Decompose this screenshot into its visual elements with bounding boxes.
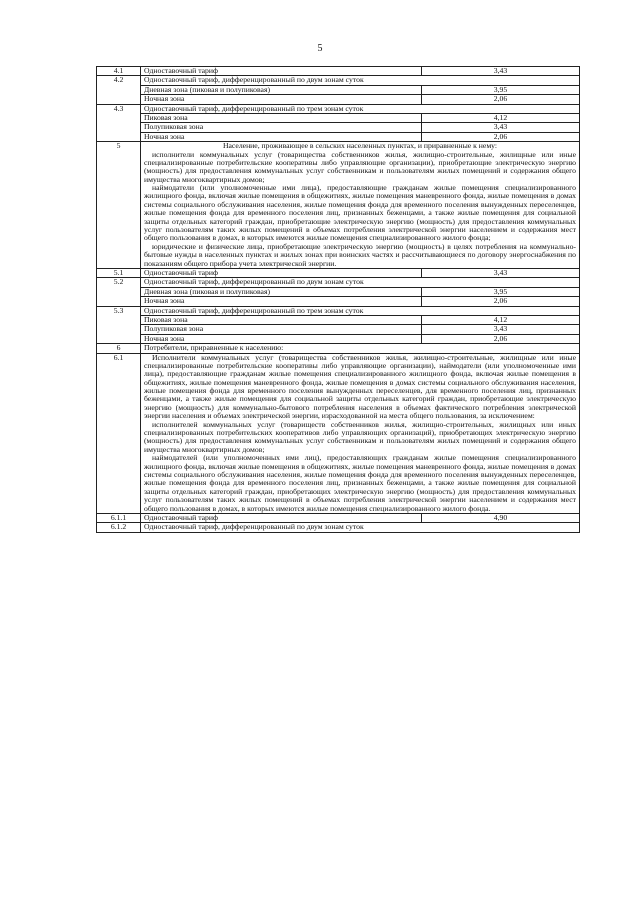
tariff-value: 3,43 xyxy=(422,67,580,76)
zone-value: 4,12 xyxy=(422,315,580,324)
row-number: 4.2 xyxy=(97,76,141,104)
zone-value: 3,95 xyxy=(422,85,580,94)
tariff-value: 3,43 xyxy=(422,268,580,277)
table-row xyxy=(97,142,580,269)
paragraph: наймодателей (или уполномоченных ими лиц), предоставляющих гражданам жилые помещения специализированного жилищного фонда, включая жилые помещения в общежитиях, жилые помещения маневренного фонда, жилые помещения в домах системы социального обслуживания населения, жилые помещения фонда для временного поселения вынужденных переселенцев, жилые помещения фонда для временного поселения лиц, признанных беженцами, а также жилые помещения для социальной защиты отдельных категорий граждан, приобретающих электрическую энергию (мощность) для предоставления коммунальных услуг пользователям таких жилых помещений в объемах потребления электрической энергии населением и содержания мест общего пользования в домах, в которых имеются жилые помещения специализированного жилого фонда. xyxy=(144,453,576,513)
row-number: 6 xyxy=(97,344,141,353)
zone-value: 4,12 xyxy=(422,113,580,122)
zone-label: Ночная зона xyxy=(141,297,422,306)
zone-label: Пиковая зона xyxy=(141,113,422,122)
row-number: 4.3 xyxy=(97,104,141,142)
zone-value: 2,06 xyxy=(422,95,580,104)
zone-value: 3,43 xyxy=(422,325,580,334)
paragraph: исполнителей коммунальных услуг (товариществ собственников жилья, жилищно-строительных, жилищных или иных специализированных потребительских кооперативов либо управляющих организаций), приобретающих электрическую энергию (мощность) для предоставления коммунальных услуг собственникам и пользователям жилых помещений и содержания общего имущества многоквартирных домов; xyxy=(144,419,576,454)
zone-label: Ночная зона xyxy=(141,95,422,104)
row-number: 6.1.2 xyxy=(97,523,141,532)
tariff-group-header: Одноставочный тариф, дифференцированный по двум зонам суток xyxy=(141,278,580,287)
paragraph: Население, проживающее в сельских населенных пунктах, и приравненные к нему: xyxy=(222,141,498,151)
tariff-label: Одноставочный тариф xyxy=(141,67,422,76)
zone-label: Полупиковая зона xyxy=(141,123,422,132)
table-row xyxy=(97,95,580,104)
zone-label: Дневная зона (пиковая и полупиковая) xyxy=(141,287,422,296)
tariff-group-header: Одноставочный тариф, дифференцированный по двум зонам суток xyxy=(141,523,580,532)
table-row xyxy=(97,523,580,532)
tariff-group-header: Одноставочный тариф, дифференцированный по трем зонам суток xyxy=(141,104,580,113)
zone-value: 2,06 xyxy=(422,297,580,306)
zone-value: 2,06 xyxy=(422,334,580,343)
table-row xyxy=(97,297,580,306)
page-number: 5 xyxy=(317,43,323,54)
zone-value: 3,43 xyxy=(422,123,580,132)
row-number: 6.1 xyxy=(97,353,141,513)
paragraph: юридические и физические лица, приобретающие электрическую энергию (мощность) в целях потребления на коммунально-бытовые нужды в населенных пунктах и жилых зонах при воинских частях и рассчитывающиеся по договору энергоснабжения по показаниям общего прибора учета электрической энергии. xyxy=(144,241,576,268)
tariff-label: Одноставочный тариф xyxy=(141,268,422,277)
row-number: 5.3 xyxy=(97,306,141,344)
paragraph: исполнители коммунальных услуг (товарищества собственников жилья, жилищно-строительные, жилищные или иные специализированные потребительские кооперативы либо управляющие организации), приобретающие электрическую энергию (мощность) для предоставления коммунальных услуг собственникам и пользователям жилых помещений и содержания общего имущества многоквартирных домов; xyxy=(144,149,576,184)
consumer-category-header: Потребители, приравненные к населению: xyxy=(141,344,580,353)
tariff-table xyxy=(96,66,580,533)
table-row xyxy=(97,278,580,287)
zone-label: Дневная зона (пиковая и полупиковая) xyxy=(141,85,422,94)
table-row xyxy=(97,123,580,132)
row-number: 6.1.1 xyxy=(97,513,141,522)
zone-label: Полупиковая зона xyxy=(141,325,422,334)
table-row xyxy=(97,76,580,85)
paragraph: наймодатели (или уполномоченные ими лица), предоставляющие гражданам жилые помещения специализированного жилищного фонда, включая жилые помещения в общежитиях, жилые помещения маневренного фонда, жилые помещения в домах системы социального обслуживания населения, жилые помещения фонда для временного поселения вынужденных переселенцев, жилые помещения фонда для временного поселения лиц, признанных беженцами, а также жилые помещения для социальной защиты отдельных категорий граждан, приобретающие электрическую энергию (мощность) для предоставления коммунальных услуг пользователям таких жилых помещений в объемах потребления электрической энергии населением и содержания мест общего пользования в домах, в которых имеются жилые помещения специализированного жилого фонда; xyxy=(144,183,576,243)
row-number: 4.1 xyxy=(97,67,141,76)
tariff-value: 4,90 xyxy=(422,513,580,522)
table-row xyxy=(97,325,580,334)
tariff-label: Одноставочный тариф xyxy=(141,513,422,522)
row-number: 5.1 xyxy=(97,268,141,277)
zone-value: 2,06 xyxy=(422,132,580,141)
row-number: 5 xyxy=(97,142,141,269)
consumer-category-description xyxy=(141,142,580,269)
paragraph: Исполнители коммунальных услуг (товарищества собственников жилья, жилищно-строительные, жилищные или иные специализированные потребительские кооперативы либо управляющие организации), наймодатели (или уполномоченные ими лица), предоставляющие гражданам жилые помещения специализированного жилищного фонда, включая жилые помещения в общежитиях, жилые помещения маневренного фонда, жилые помещения в домах системы социального обслуживания населения, жилые помещения фонда для временного поселения вынужденных переселенцев, для временного поселения лиц, признанных беженцами, а также жилые помещения для социальной защиты отдельных категорий граждан, приобретающие электрическую энергию (мощность) для коммунально-бытового потребления населения в объемах фактического потребления электрической энергии населения и объемах электрической энергии, израсходованной на места общего пользования, за исключением: xyxy=(144,352,576,421)
table-row xyxy=(97,344,580,353)
zone-label: Ночная зона xyxy=(141,334,422,343)
tariff-group-header: Одноставочный тариф, дифференцированный по двум зонам суток xyxy=(141,76,580,85)
zone-label: Пиковая зона xyxy=(141,315,422,324)
table-row xyxy=(97,353,580,513)
consumer-category-description xyxy=(141,353,580,513)
row-number: 5.2 xyxy=(97,278,141,306)
zone-label: Ночная зона xyxy=(141,132,422,141)
tariff-group-header: Одноставочный тариф, дифференцированный по трем зонам суток xyxy=(141,306,580,315)
zone-value: 3,95 xyxy=(422,287,580,296)
